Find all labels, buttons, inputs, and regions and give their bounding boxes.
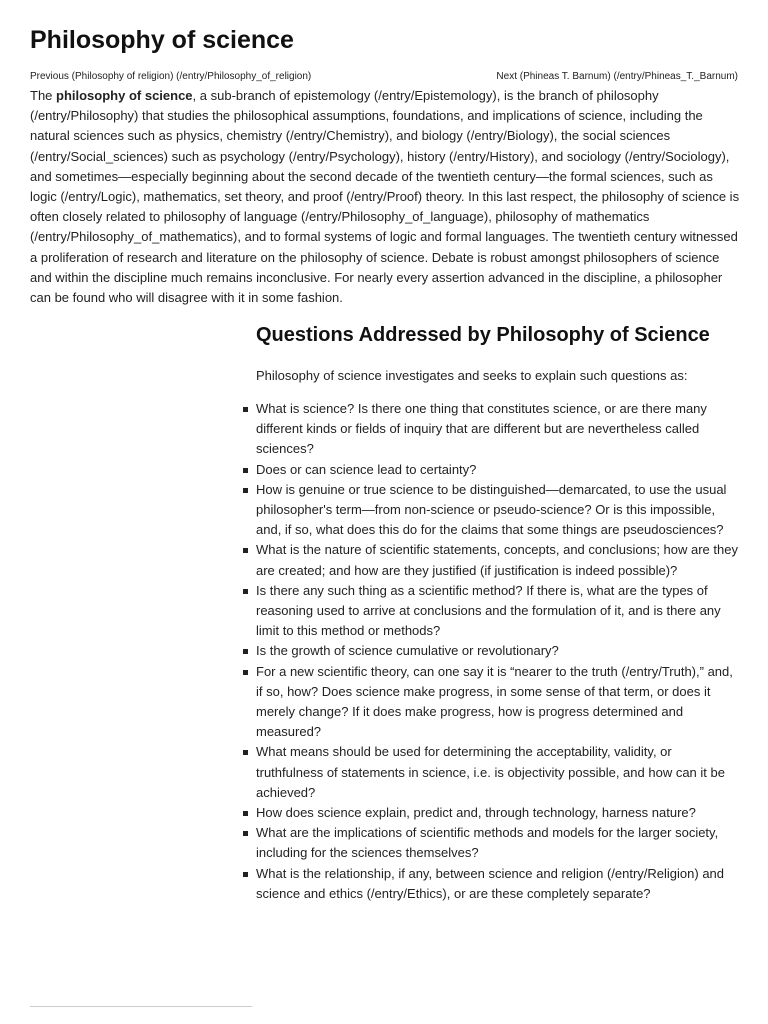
bullet-icon bbox=[243, 468, 248, 473]
list-item-text: How does science explain, predict and, through technology, harness nature? bbox=[256, 805, 696, 821]
bullet-icon bbox=[243, 407, 248, 412]
list-item-text: Does or can science lead to certainty? bbox=[256, 461, 477, 477]
list-item bbox=[256, 480, 742, 541]
list-item bbox=[256, 864, 742, 904]
bullet-icon bbox=[243, 589, 248, 594]
list-item bbox=[256, 662, 742, 743]
bullet-icon bbox=[243, 649, 248, 654]
bullet-icon bbox=[243, 872, 248, 877]
page-title: Philosophy of science bbox=[30, 26, 294, 54]
list-item bbox=[256, 540, 742, 580]
list-item bbox=[256, 803, 742, 823]
bullet-icon bbox=[243, 811, 248, 816]
bullet-icon bbox=[243, 750, 248, 755]
list-item bbox=[256, 742, 742, 803]
list-item-text: What is the relationship, if any, between science and religion (/entry/Religion) and science and ethics (/entry/Ethics), or are these completely separate? bbox=[256, 865, 725, 901]
section-lead: Philosophy of science investigates and seeks to explain such questions as: bbox=[256, 368, 688, 383]
list-item bbox=[256, 581, 742, 642]
intro-lead-text: The bbox=[30, 88, 57, 103]
list-item-text: For a new scientific theory, can one say it is “nearer to the truth (/entry/Truth),” and, if so, how? Does science make progress, in some sense of that term, or does it merely change? If it does make progress, how is progress determined and measured? bbox=[256, 663, 733, 740]
list-item-text: How is genuine or true science to be distinguished—demarcated, to use the usual philosopher's term—from non-science or pseudo-science? Or is this impossible, and, if so, what does this do for the claims that some things are pseudosciences? bbox=[256, 481, 727, 538]
previous-article-link[interactable]: Previous (Philosophy of religion) (/entry/Philosophy_of_religion) bbox=[30, 71, 312, 82]
list-item-text: Is the growth of science cumulative or revolutionary? bbox=[256, 643, 559, 659]
list-item-text: What are the implications of scientific methods and models for the larger society, including for the sciences themselves? bbox=[256, 825, 719, 861]
list-item-text: What is science? Is there one thing that constitutes science, or are there many different kinds or fields of inquiry that are different but are nevertheless called sciences? bbox=[256, 401, 707, 457]
intro-body-text: , a sub-branch of epistemology (/entry/Epistemology), is the branch of philosophy (/entry/Philosophy) that studies the philosophical assumptions, foundations, and implications of science, including the natural sciences such as physics, chemistry (/entry/Chemistry), and biology (/entry/Biology), the social sciences (/entry/Social_sciences) such as psychology (/entry/Psychology), history (/entry/History), and sociology (/entry/Sociology), and sometimes—especially beginning about the second decade of the twentieth century—the formal sciences, such as logic (/entry/Logic), mathematics, set theory, and proof (/entry/Proof) theory. In this last respect, the philosophy of science is often closely related to philosophy of language (/entry/Philosophy_of_language), philosophy of mathematics (/entry/Philosophy_of_mathematics), and to formal systems of logic and formal languages. The twentieth century witnessed a proliferation of research and literature on the philosophy of science. Debate is robust amongst philosophers of science and within the discipline much remains inconclusive. For nearly every assertion advanced in the discipline, a philosopher can be found who will disagree with it in some fashion. bbox=[30, 88, 740, 306]
next-article-link[interactable]: Next (Phineas T. Barnum) (/entry/Phineas_T._Barnum) bbox=[496, 71, 738, 82]
list-item bbox=[256, 641, 742, 661]
list-item-text: Is there any such thing as a scientific method? If there is, what are the types of reasoning used to arrive at conclusions and the formulation of it, and is there any limit to this method or methods? bbox=[256, 582, 721, 639]
questions-list bbox=[256, 399, 742, 904]
list-item-text: What is the nature of scientific statements, concepts, and conclusions; how are they are created; and how are they justified (if justification is indeed possible)? bbox=[256, 542, 738, 578]
list-item-text: What means should be used for determining the acceptability, validity, or truthfulness of statements in science, i.e. is objectivity possible, and how can it be achieved? bbox=[256, 744, 725, 800]
bullet-icon bbox=[243, 488, 248, 493]
list-item bbox=[256, 823, 742, 863]
intro-bold-term: philosophy of science bbox=[56, 88, 193, 103]
list-item bbox=[256, 399, 742, 460]
section-heading: Questions Addressed by Philosophy of Science bbox=[256, 324, 710, 346]
footer-divider bbox=[30, 1006, 252, 1007]
questions-section bbox=[256, 323, 742, 904]
bullet-icon bbox=[243, 670, 248, 675]
bullet-icon bbox=[243, 831, 248, 836]
intro-paragraph bbox=[30, 86, 742, 308]
bullet-icon bbox=[243, 548, 248, 553]
list-item bbox=[256, 460, 742, 480]
